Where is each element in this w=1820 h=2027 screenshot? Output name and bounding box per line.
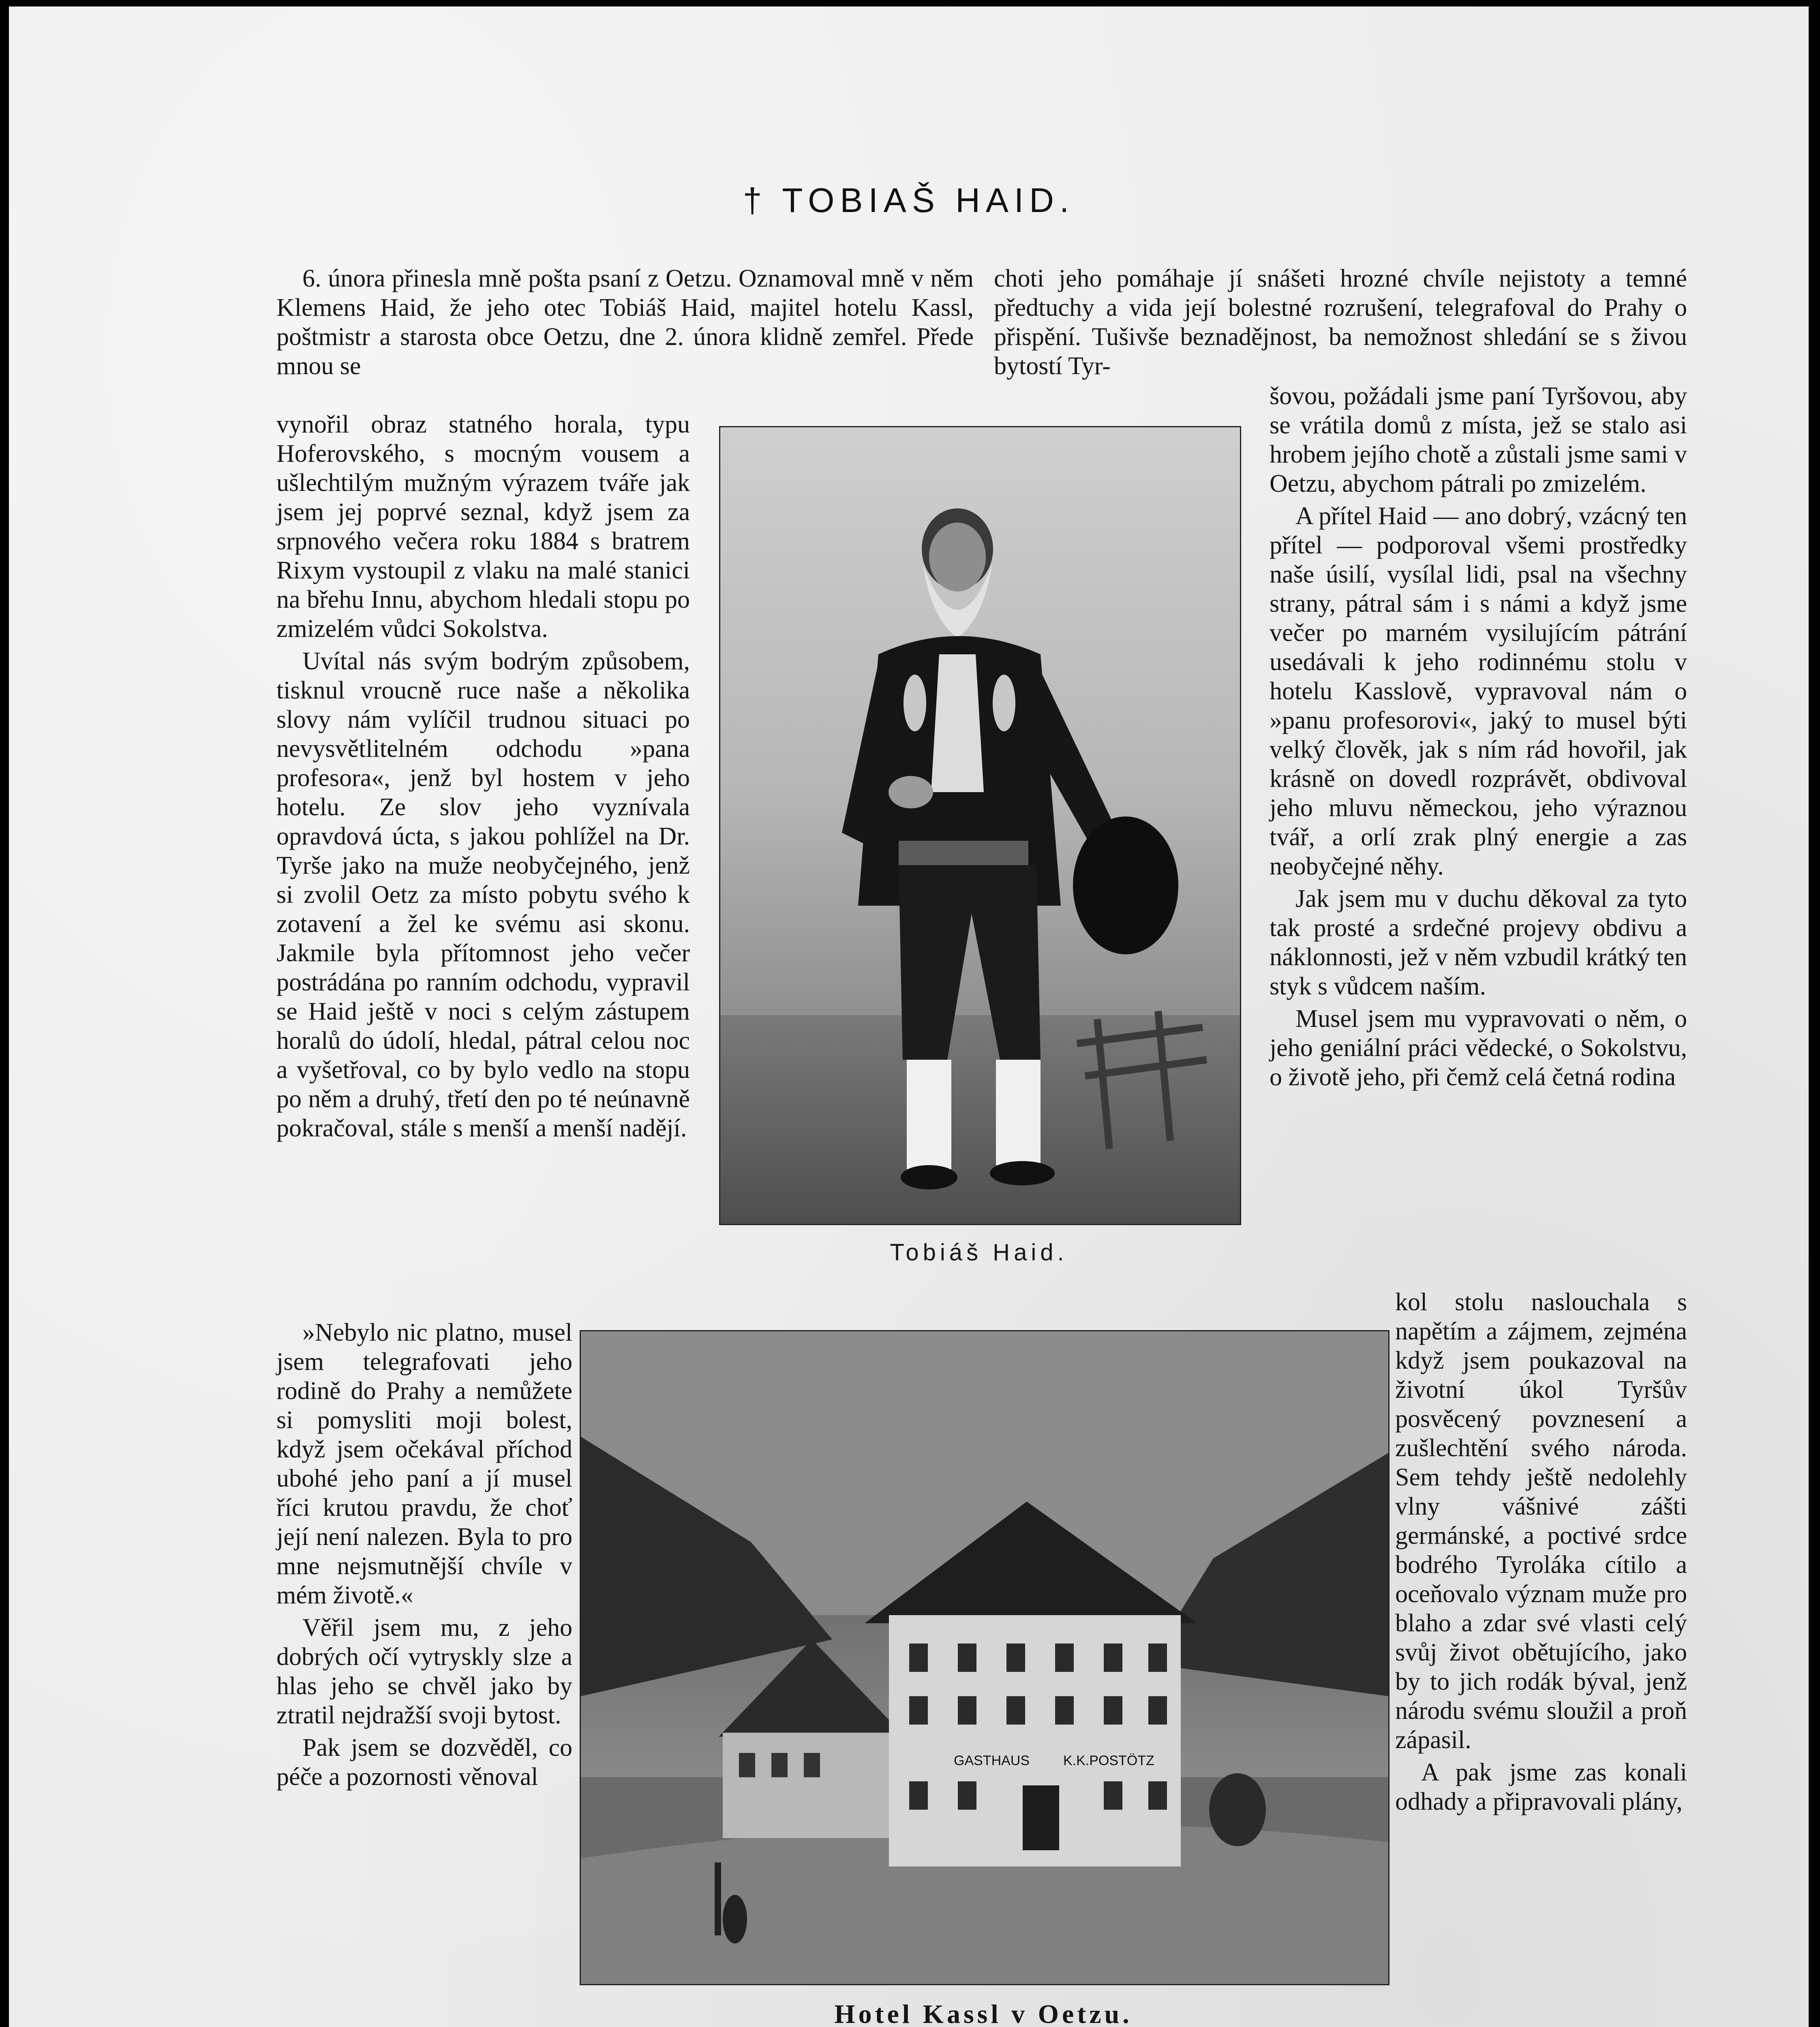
article-title: † TOBIAŠ HAID. (743, 181, 1075, 219)
paragraph: A přítel Haid — ano dobrý, vzácný ten přítel — podporoval všemi prostředky naše úsilí, vysílal lidi, psal na všechny strany, pátral sám i s námi a když jsme večer po marném vysilujícím pátrání usedávali k jeho rodinnému stolu v hotelu Kasslově, vypravoval nám o »panu profesorovi«, jaký to musel býti velký člověk, jak s ním rád hovořil, jak krásně on dovedl rozprávět, obdivoval jeho mluvu německou, jeho výraznou tvář, a orlí zrak plný energie a zas neobyčejné něhy. (1270, 502, 1687, 880)
paragraph: 6. února přinesla mně pošta psaní z Oetzu. Oznamoval mně v něm Klemens Haid, že jeho otec Tobiáš Haid, majitel hotelu Kassl, poštmistr a starosta obce Oetzu, dne 2. února klidně zemřel. Přede mnou se (276, 265, 974, 380)
right-column-middle-text (1270, 381, 1687, 1095)
hotel-sign-right: K.K.POSTÖTZ (1063, 1753, 1154, 1768)
paragraph: »Nebylo nic platno, musel jsem telegrafovati jeho rodině do Prahy a nemůžete si pomysliti moji bolest, když jsem očekával příchod ubohé jeho paní a jí musel říci krutou pravdu, že choť její není nalezen. Byla to pro mne nejsmutnější chvíle v mém životě.« (276, 1319, 572, 1609)
hotel-illustration (581, 1331, 1388, 1984)
paragraph: šovou, požádali jsme paní Tyršovou, aby se vrátila domů z místa, jež se stalo asi hrobem jejího chotě a zůstali jsme sami v Oetzu, abychom pátrali po zmizelém. (1270, 382, 1687, 497)
paragraph: kol stolu naslouchala s napětím a zájmem, zejména když jsem poukazoval na životní úkol Tyršův posvěcený povznesení a zušlechtění svého národa. Sem tehdy ještě nedolehly vlny vášnivé zášti germánské, a poctivé srdce bodrého Tyroláka cítilo a oceňovalo význam muže pro blaho a zdar své vlasti celý svůj život obětujícího, jako by to jich rodák býval, jenž národu svému sloužil a proň zápasil. (1395, 1288, 1687, 1754)
left-column-lower-text (276, 1318, 572, 1795)
portrait-illustration (720, 427, 1240, 1224)
portrait-caption: Tobiáš Haid. (890, 1239, 1068, 1266)
left-column-top-text (276, 264, 974, 384)
paragraph: Musel jsem mu vypravovati o něm, o jeho geniální práci vědecké, o Sokolstvu, o životě jeho, při čemž celá četná rodina (1270, 1005, 1687, 1091)
document-page (9, 6, 1809, 2027)
hotel-sign-left: GASTHAUS (954, 1753, 1030, 1768)
paragraph: A pak jsme zas konali odhady a připravovali plány, (1395, 1759, 1687, 1815)
paragraph: Jak jsem mu v duchu děkoval za tyto tak prosté a srdečné projevy obdivu a náklonnosti, jež v něm vzbudil krátký ten styk s vůdcem naším. (1270, 885, 1687, 1000)
paragraph: vynořil obraz statného horala, typu Hoferovského, s mocným vousem a ušlechtilým mužným výrazem tváře jak jsem jej poprvé seznal, když jsem za srpnového večera roku 1884 s bratrem Rixym vystoupil z vlaku na malé stanici na břehu Innu, abychom hledali stopu po zmizelém vůdci Sokolstva. (276, 411, 690, 643)
hotel-caption: Hotel Kassl v Oetzu. (834, 1999, 1133, 2027)
paragraph: Věřil jsem mu, z jeho dobrých očí vytryskly slze a hlas jeho se chvěl jako by ztratil nejdražší svoji bytost. (276, 1614, 572, 1729)
left-column-middle-text (276, 410, 690, 1146)
right-column-top-text (994, 264, 1687, 384)
portrait-photo (719, 426, 1241, 1225)
paragraph: Uvítal nás svým bodrým způsobem, tisknul vroucně ruce naše a několika slovy nám vylíčil trudnou situaci po nevysvětlitelném odchodu »pana profesora«, jenž byl hostem v jeho hotelu. Ze slov jeho vyznívala opravdová úcta, s jakou pohlížel na Dr. Tyrše jako na muže neobyčejného, jenž si zvolil Oetz za místo pobytu svého k zotavení a žel ke svému asi skonu. Jakmile byla přítomnost jeho večer postrádána po ranním odchodu, vypravil se Haid ještě v noci s celým zástupem horalů do údolí, hledal, pátral celou noc a vyšetřoval, co by bylo vedlo na stopu po něm a druhý, třetí den po té neúnavně pokračoval, stále s menší a menší nadějí. (276, 647, 690, 1142)
hotel-photo (580, 1330, 1390, 1985)
right-column-lower-text (1395, 1288, 1687, 1819)
paragraph: choti jeho pomáhaje jí snášeti hrozné chvíle nejistoty a temné předtuchy a vida její bolestné rozrušení, telegrafoval do Prahy o přispění. Tušivše beznadějnost, ba nemožnost shledání se s živou bytostí Tyr- (994, 265, 1687, 380)
paragraph: Pak jsem se dozvěděl, co péče a pozornosti věnoval (276, 1734, 572, 1791)
